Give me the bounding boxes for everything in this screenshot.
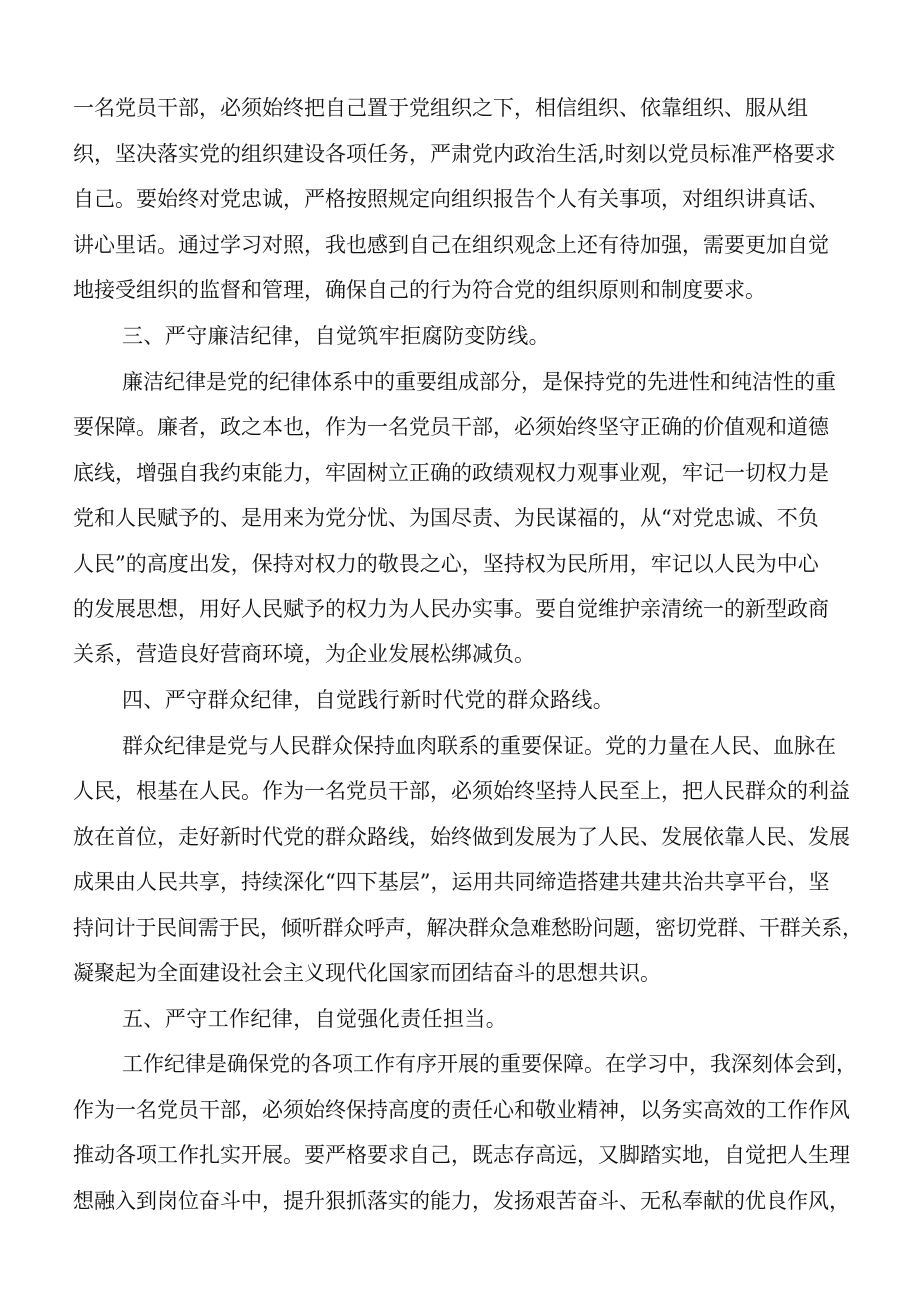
paragraph-line: 放在首位，走好新时代党的群众路线，始终做到发展为了人民、发展依靠人民、发展 (73, 825, 850, 849)
paragraph-line: 持问计于民间需于民，倾听群众呼声，解决群众急难愁盼问题，密切党群、干群关系， (73, 916, 863, 940)
section-heading-3: 三、严守廉洁纪律，自觉筑牢拒腐防变防线。 (122, 324, 550, 348)
paragraph-line: 工作纪律是确保党的各项工作有序开展的重要保障。在学习中，我深刻体会到， (122, 1052, 857, 1076)
paragraph-line: 作为一名党员干部，必须始终保持高度的责任心和敬业精神，以务实高效的工作作风 (73, 1098, 850, 1122)
paragraph-line: 推动各项工作扎实开展。要严格要求自己，既志存高远，又脚踏实地，自觉把人生理 (73, 1143, 850, 1167)
paragraph-line: 地接受组织的监督和管理，确保自己的行为符合党的组织原则和制度要求。 (73, 278, 766, 302)
paragraph-line: 人民”的高度出发，保持对权力的敬畏之心，坚持权为民所用，牢记以人民为中心 (73, 552, 819, 576)
paragraph-line: 廉洁纪律是党的纪律体系中的重要组成部分，是保持党的先进性和纯洁性的重 (122, 370, 836, 394)
paragraph-line: 自己。要始终对党忠诚，严格按照规定向组织报告个人有关事项，对组织讲真话、 (73, 187, 829, 211)
paragraph-line: 想融入到岗位奋斗中，提升狠抓落实的能力，发扬艰苦奋斗、无私奉献的优良作风， (73, 1189, 850, 1213)
paragraph-line: 底线，增强自我约束能力，牢固树立正确的政绩观权力观事业观，牢记一切权力是 (73, 461, 829, 485)
paragraph-line: 党和人民赋予的、是用来为党分忧、为国尽责、为民谋福的，从“对党忠诚、不负 (73, 506, 819, 530)
section-heading-5: 五、严守工作纪律，自觉强化责任担当。 (122, 1007, 508, 1031)
paragraph-line: 讲心里话。通过学习对照，我也感到自己在组织观念上还有待加强，需要更加自觉 (73, 233, 829, 257)
paragraph-line: 关系，营造良好营商环境，为企业发展松绑减负。 (73, 642, 535, 666)
paragraph-line: 凝聚起为全面建设社会主义现代化国家而团结奋斗的思想共识。 (73, 961, 661, 985)
section-heading-4: 四、严守群众纪律，自觉践行新时代党的群众路线。 (122, 688, 615, 712)
paragraph-line: 成果由人民共享，持续深化“四下基层”，运用共同缔造搭建共建共治共享平台，坚 (73, 870, 830, 894)
paragraph-line: 一名党员干部，必须始终把自己置于党组织之下，相信组织、依靠组织、服从组 (73, 96, 808, 120)
paragraph-line: 要保障。廉者，政之本也，作为一名党员干部，必须始终坚守正确的价值观和道德 (73, 415, 829, 439)
paragraph-line: 人民，根基在人民。作为一名党员干部，必须始终坚持人民至上，把人民群众的利益 (73, 779, 850, 803)
paragraph-line: 的发展思想，用好人民赋予的权力为人民办实事。要自觉维护亲清统一的新型政商 (73, 597, 829, 621)
paragraph-line: 群众纪律是党与人民群众保持血肉联系的重要保证。党的力量在人民、血脉在 (122, 734, 836, 758)
paragraph-line: 织，坚决落实党的组织建设各项任务，严肃党内政治生活,时刻以党员标准严格要求 (73, 142, 836, 166)
